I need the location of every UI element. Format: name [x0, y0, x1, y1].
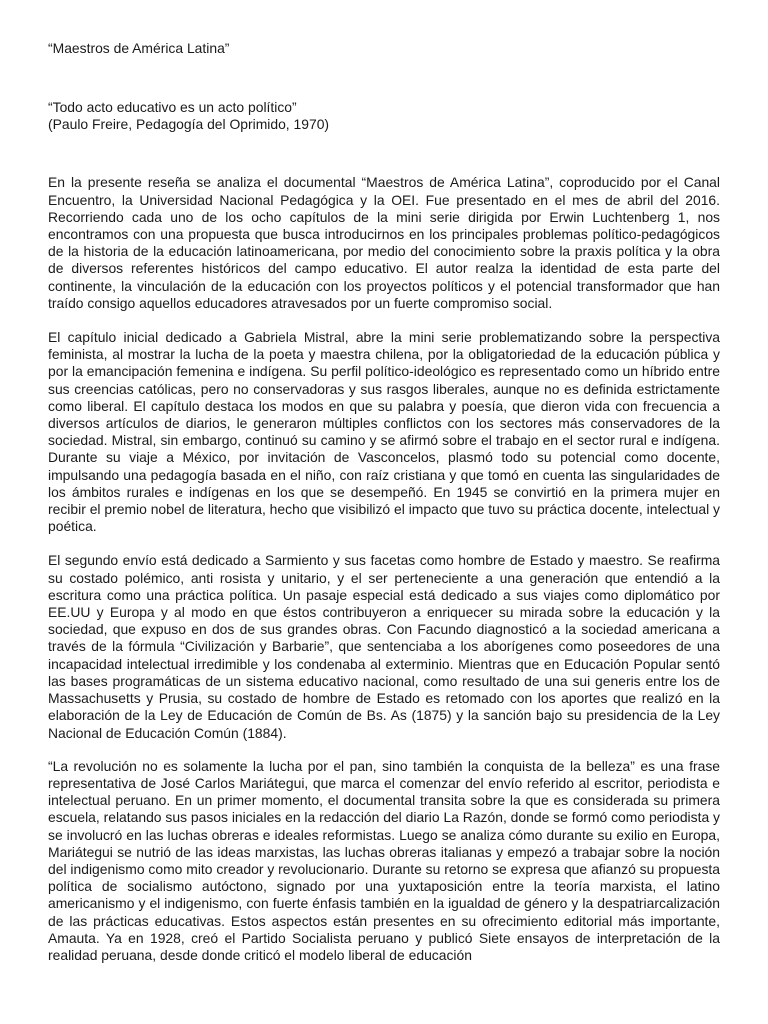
paragraph-sarmiento: El segundo envío está dedicado a Sarmiento y sus facetas como hombre de Estado y maestro. Se reafirma su costado polémico, anti rosista y unitario, y el ser perteneciente a una generación que entendió a la escritura como una práctica política. Un pasaje especial está dedicado a sus viajes como diplomático por EE.UU y Europa y al modo en que éstos contribuyeron a enriquecer su mirada sobre la educación y la sociedad, que expuso en dos de sus grandes obras. Con Facundo diagnosticó a la sociedad americana a través de la fórmula “Civilización y Barbarie”, que sentenciaba a los aborígenes como poseedores de una incapacidad intelectual irredimible y los condenaba al exterminio. Mientras que en Educación Popular sentó las bases programáticas de un sistema educativo nacional, como resultado de una sui generis entre los de Massachusetts y Prusia, su costado de hombre de Estado es retomado con los aportes que realizó en la elaboración de la Ley de Educación de Común de Bs. As (1875) y la sanción bajo su presidencia de la Ley Nacional de Educación Común (1884).	[48, 552, 720, 741]
epigraph	[48, 99, 720, 133]
document-title: “Maestros de América Latina”	[48, 40, 230, 56]
epigraph-citation: (Paulo Freire, Pedagogía del Oprimido, 1970)	[48, 116, 330, 133]
document-body	[48, 40, 720, 964]
paragraph-introduction: En la presente reseña se analiza el documental “Maestros de América Latina”, coproducido por el Canal Encuentro, la Universidad Nacional Pedagógica y la OEI. Fue presentado en el mes de abril del 2016. Recorriendo cada uno de los ocho capítulos de la mini serie dirigida por Erwin Luchtenberg 1, nos encontramos con una propuesta que busca introducirnos en los principales problemas político-pedagógicos de la historia de la educación latinoamericana, por medio del conocimiento sobre la praxis política y la obra de diversos referentes históricos del campo educativo. El autor realza la identidad de esta parte del continente, la vinculación de la educación con los proyectos políticos y el potencial transformador que han traído consigo aquellos educadores atravesados por un fuerte compromiso social.	[48, 174, 720, 311]
paragraph-mariategui: “La revolución no es solamente la lucha por el pan, sino también la conquista de la belleza” es una frase representativa de José Carlos Mariátegui, que marca el comenzar del envío referido al escritor, periodista e intelectual peruano. En un primer momento, el documental transita sobre la que es considerada su primera escuela, relatando sus pasos iniciales en la redacción del diario La Razón, donde se formó como periodista y se involucró en las luchas obreras e ideales reformistas. Luego se analiza cómo durante su exilio en Europa, Mariátegui se nutrió de las ideas marxistas, las luchas obreras italianas y empezó a trabajar sobre la noción del indigenismo como mito creador y revolucionario. Durante su retorno se expresa que afianzó su propuesta política de socialismo autóctono, signado por una yuxtaposición entre la teoría marxista, el latino americanismo y el indigenismo, con fuerte énfasis también en la igualdad de género y la despatriarcalización de las prácticas educativas. Estos aspectos están presentes en su ofrecimiento editorial más importante, Amauta. Ya en 1928, creó el Partido Socialista peruano y publicó Siete ensayos de interpretación de la realidad peruana, desde donde criticó el modelo liberal de educación	[48, 757, 720, 963]
epigraph-quote: “Todo acto educativo es un acto político”	[48, 99, 297, 115]
paragraph-gabriela-mistral: El capítulo inicial dedicado a Gabriela Mistral, abre la mini serie problematizando sobre la perspectiva feminista, al mostrar la lucha de la poeta y maestra chilena, por la obligatoriedad de la educación pública y por la emancipación femenina e indígena. Su perfil político-ideológico es representado como un híbrido entre sus creencias católicas, pero no conservadoras y sus rasgos liberales, aunque no es definida estrictamente como liberal. El capítulo destaca los modos en que su palabra y poesía, que dieron vida con frecuencia a diversos artículos de diarios, le generaron múltiples conflictos con los sectores más conservadores de la sociedad. Mistral, sin embargo, continuó su camino y se afirmó sobre el trabajo en el sector rural e indígena. Durante su viaje a México, por invitación de Vasconcelos, plasmó todo su potencial como docente, impulsando una pedagogía basada en el niño, con raíz cristiana y que tomó en cuenta las singularidades de los ámbitos rurales e indígenas en los que se desempeñó. En 1945 se convirtió en la primera mujer en recibir el premio nobel de literatura, hecho que visibilizó el impacto que tuvo su práctica docente, intelectual y poética.	[48, 329, 720, 535]
